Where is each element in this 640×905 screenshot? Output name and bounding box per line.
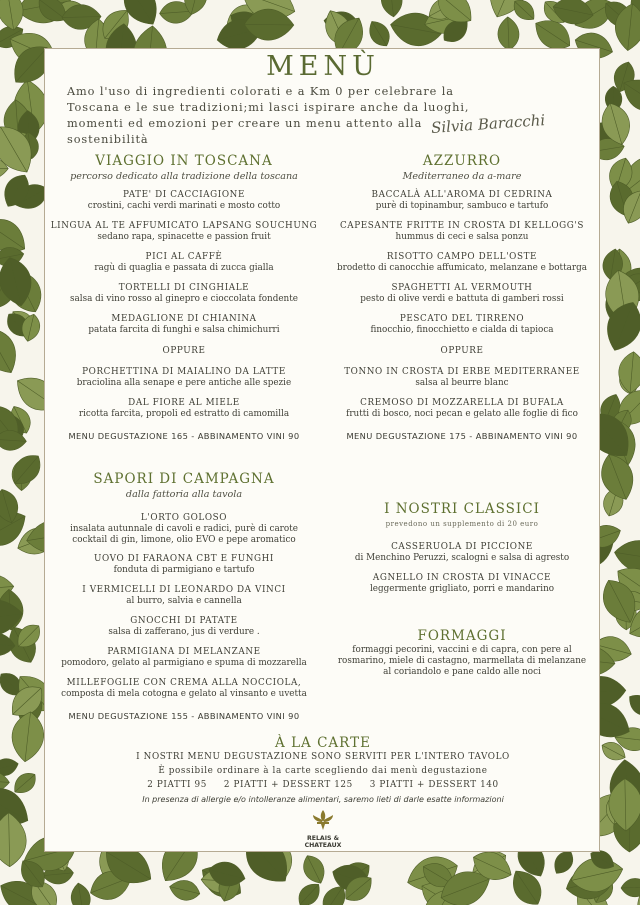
dish-description: ricotta farcita, propoli ed estratto di camomilla — [78, 409, 290, 419]
section-viaggio — [45, 153, 323, 182]
dish-item — [323, 367, 601, 389]
dish-description: hummus di ceci e salsa ponzu — [395, 232, 529, 242]
degustazione-price: MENU DEGUSTAZIONE 165 - ABBINAMENTO VINI 90 — [68, 431, 300, 441]
dish-name: MEDAGLIONE DI CHIANINA — [111, 314, 257, 324]
formaggi-line: formaggi pecorini, vaccini e di capra, con pere al — [352, 645, 572, 655]
leaf-shape — [595, 449, 640, 505]
leaf-shape — [497, 16, 519, 50]
carte-note: I NOSTRI MENU DEGUSTAZIONE SONO SERVITI PER L'INTERO TAVOLO — [136, 752, 510, 762]
dish-description: patata farcita di funghi e salsa chimichurri — [88, 325, 280, 335]
dish-description: crostini, cachi verdi marinati e mosto cotto — [87, 201, 281, 211]
dish-item — [323, 542, 601, 564]
logo-text: CHATEAUX — [304, 842, 342, 849]
dish-name: SPAGHETTI AL VERMOUTH — [391, 283, 533, 293]
logo-text: RELAIS & — [306, 835, 340, 842]
dish-name: LINGUA AL TE AFFUMICATO LAPSANG SOUCHUNG — [50, 221, 318, 231]
dish-name: UOVO DI FARAONA CBT E FUNGHI — [94, 554, 274, 564]
dish-name: RISOTTO CAMPO DELL'OSTE — [386, 252, 538, 262]
section-title: À LA CARTE — [275, 735, 371, 751]
dish-name: PICI AL CAFFÈ — [145, 252, 223, 262]
formaggi-line: al coriandolo e pane caldo alle noci — [383, 667, 541, 677]
carte-note: È possibile ordinare à la carte scegliendo dai menù degustazione — [158, 766, 488, 776]
dish-description: pomodoro, gelato al parmigiano e spuma di mozzarella — [61, 658, 307, 668]
dish-name: PATE' DI CACCIAGIONE — [122, 190, 246, 200]
dish-item — [45, 221, 323, 243]
intro-text: Amo l'uso di ingredienti colorati e a Km 0 per celebrare la Toscana e le sue tradizioni;mi lasci ispirare anche da luoghi, momenti ed emozioni per creare un menu attento alla sostenibilità — [67, 85, 470, 146]
dish-description: leggermente grigliato, porri e mandarino — [369, 584, 555, 594]
dish-name: CASSERUOLA DI PICCIONE — [391, 542, 533, 552]
fleur-de-lis-icon — [310, 809, 336, 831]
section-subtitle: dalla fattoria alla tavola — [125, 489, 243, 500]
dish-name: BACCALÀ ALL'AROMA DI CEDRINA — [371, 190, 553, 200]
dish-description: salsa di zafferano, jus di verdure . — [108, 627, 260, 637]
dish-description: fonduta di parmigiano e tartufo — [113, 565, 255, 575]
dish-item — [323, 314, 601, 336]
dish-item — [323, 221, 601, 243]
dish-item — [323, 398, 601, 420]
leaf-shape — [69, 882, 93, 905]
dish-name: AGNELLO IN CROSTA DI VINACCE — [372, 573, 552, 583]
leaf-shape — [380, 0, 404, 18]
leaf-shape — [167, 877, 202, 903]
section-azzurro — [323, 153, 601, 182]
section-title: AZZURRO — [422, 153, 502, 169]
dish-name: CREMOSO DI MOZZARELLA DI BUFALA — [360, 398, 564, 408]
dish-description: purè di topinambur, sambuco e tartufo — [375, 201, 549, 211]
degustazione-price: MENU DEGUSTAZIONE 175 - ABBINAMENTO VINI 90 — [346, 431, 578, 441]
dish-item — [323, 190, 601, 212]
section-title: FORMAGGI — [417, 628, 507, 644]
dish-description: cocktail di gin, limone, olio EVO e pepe aromatico — [72, 535, 296, 545]
dish-name: PESCATO DEL TIRRENO — [399, 314, 525, 324]
dish-item — [45, 252, 323, 274]
section-a-la-carte — [45, 735, 601, 804]
dish-item — [45, 513, 323, 546]
dish-item — [45, 283, 323, 305]
dish-name: TORTELLI DI CINGHIALE — [118, 283, 250, 293]
leaf-shape — [621, 878, 640, 897]
dish-item — [45, 346, 323, 357]
dish-description: frutti di bosco, noci pecan e gelato alle foglie di fico — [346, 409, 578, 419]
dish-description: pesto di olive verdi e battuta di gamberi rossi — [360, 294, 564, 304]
leaf-shape — [617, 351, 640, 395]
dish-name: CAPESANTE FRITTE IN CROSTA DI KELLOGG'S — [339, 221, 585, 231]
section-subtitle: Mediterraneo da a-mare — [402, 171, 522, 182]
dish-item — [45, 647, 323, 669]
section-subtitle: percorso dedicato alla tradizione della toscana — [70, 171, 298, 182]
degustazione-price: MENU DEGUSTAZIONE 155 - ABBINAMENTO VINI 90 — [68, 711, 300, 721]
dish-name: OPPURE — [162, 346, 206, 356]
dish-item — [45, 554, 323, 576]
leaf-shape — [624, 690, 640, 721]
formaggi-description — [323, 645, 601, 678]
dish-description: finocchio, finocchietto e cialda di tapioca — [370, 325, 554, 335]
dish-description: insalata autunnale di cavoli e radici, purè di carote — [70, 524, 298, 534]
section-sapori — [45, 471, 323, 500]
section-subtitle: prevedono un supplemento di 20 euro — [385, 520, 539, 528]
dish-description: composta di mela cotogna e gelato al vinsanto e uvetta — [61, 689, 307, 699]
leaf-shape — [299, 851, 330, 887]
menu-sheet — [44, 48, 600, 852]
dish-description: salsa di vino rosso al ginepro e cioccolata fondente — [70, 294, 298, 304]
allergy-note: In presenza di allergie e/o intolleranze alimentari, saremo lieti di darle esatte informazioni — [142, 795, 504, 804]
dish-item — [323, 573, 601, 595]
dish-name: GNOCCHI DI PATATE — [130, 616, 238, 626]
page-title: MENÙ — [266, 51, 380, 82]
dish-item — [323, 283, 601, 305]
dish-item — [45, 678, 323, 700]
dish-item — [45, 367, 323, 389]
dish-name: TONNO IN CROSTA DI ERBE MEDITERRANEE — [344, 367, 580, 377]
relais-chateaux-logo — [293, 809, 353, 849]
dish-description: ragù di quaglia e passata di zucca gialla — [94, 263, 274, 273]
dish-item — [45, 616, 323, 638]
dish-name: L'ORTO GOLOSO — [140, 513, 228, 523]
leaf-shape — [9, 710, 46, 763]
dish-description: braciolina alla senape e pere antiche alle spezie — [76, 378, 292, 388]
section-title: VIAGGIO IN TOSCANA — [95, 153, 273, 169]
leaf-shape — [364, 17, 394, 51]
dish-item — [45, 585, 323, 607]
leaf-shape — [0, 0, 26, 32]
dish-name: MILLEFOGLIE CON CREMA ALLA NOCCIOLA, — [66, 678, 302, 688]
dish-item — [45, 398, 323, 420]
dish-description: salsa al beurre blanc — [415, 378, 509, 388]
section-title: SAPORI DI CAMPAGNA — [93, 471, 275, 487]
section-formaggi — [323, 628, 601, 678]
dish-name: PARMIGIANA DI MELANZANE — [107, 647, 261, 657]
dish-name: I VERMICELLI DI LEONARDO DA VINCI — [82, 585, 286, 595]
dish-description: sedano rapa, spinacette e passion fruit — [97, 232, 271, 242]
dish-name: DAL FIORE AL MIELE — [128, 398, 240, 408]
dish-description: al burro, salvia e cannella — [126, 596, 242, 606]
dish-item — [45, 314, 323, 336]
dish-name: OPPURE — [440, 346, 484, 356]
dish-name: PORCHETTINA DI MAIALINO DA LATTE — [82, 367, 286, 377]
section-classici — [323, 501, 601, 528]
chef-signature: Silvia Baracchi — [430, 111, 546, 137]
dish-item — [323, 346, 601, 357]
dish-item — [45, 190, 323, 212]
section-title: I NOSTRI CLASSICI — [384, 501, 540, 517]
carte-prices: 2 PIATTI 95 2 PIATTI + DESSERT 125 3 PIATTI + DESSERT 140 — [147, 780, 499, 790]
dish-description: di Menchino Peruzzi, scalogni e salsa di agresto — [354, 553, 570, 563]
formaggi-line: rosmarino, miele di castagno, marmellata di melanzane — [337, 656, 587, 666]
dish-item — [323, 252, 601, 274]
dish-description: brodetto di canocchie affumicato, melanzane e bottarga — [337, 263, 587, 273]
